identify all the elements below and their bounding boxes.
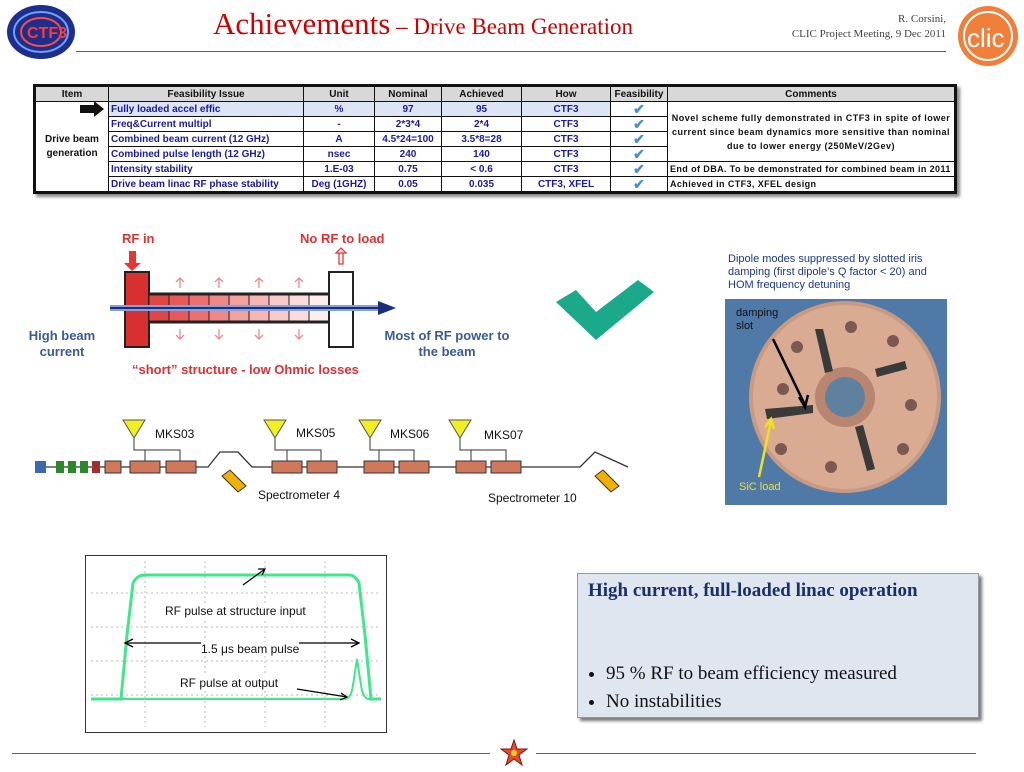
clic-logo bbox=[957, 5, 1019, 67]
checkmark-icon: ✔ bbox=[611, 162, 668, 177]
table-row bbox=[35, 102, 956, 117]
achieved-cell: 140 bbox=[442, 147, 522, 162]
checkmark-icon: ✔ bbox=[611, 117, 668, 132]
col-header-how: How bbox=[522, 86, 611, 102]
how-cell: CTF3 bbox=[522, 117, 611, 132]
comment-cell: Achieved in CTF3, XFEL design bbox=[668, 177, 956, 193]
rf-in-label: RF in bbox=[122, 231, 155, 246]
achieved-cell: 0.035 bbox=[442, 177, 522, 193]
clic-logo-text: clic bbox=[967, 23, 1005, 53]
unit-cell: % bbox=[304, 102, 375, 117]
sic-load-label: SiC load bbox=[739, 481, 781, 493]
footer-rule-right bbox=[536, 753, 976, 754]
photo-caption: Dipole modes suppressed by slotted iris damping (first dipole’s Q factor < 20) and HOM frequency detuning bbox=[728, 253, 927, 291]
col-header-achieved: Achieved bbox=[442, 86, 522, 102]
klystron-label: MKS05 bbox=[296, 426, 336, 440]
rf-pulse-output-label: RF pulse at output bbox=[180, 676, 279, 690]
how-cell: CTF3, XFEL bbox=[522, 177, 611, 193]
summary-box bbox=[577, 573, 979, 718]
nominal-cell: 97 bbox=[375, 102, 442, 117]
klystron-label: MKS06 bbox=[390, 427, 430, 441]
issue-cell: Freq&Current multipl bbox=[109, 117, 304, 132]
klystron-label: MKS03 bbox=[155, 427, 195, 441]
nominal-cell: 0.05 bbox=[375, 177, 442, 193]
comment-cell: End of DBA. To be demonstrated for combined beam in 2011 bbox=[668, 162, 956, 177]
how-cell: CTF3 bbox=[522, 102, 611, 117]
achieved-cell: 3.5*8=28 bbox=[442, 132, 522, 147]
damping-slot-label: damping slot bbox=[736, 307, 779, 332]
ctf3-logo bbox=[5, 3, 77, 61]
checkmark-icon: ✔ bbox=[611, 147, 668, 162]
nominal-cell: 240 bbox=[375, 147, 442, 162]
issue-cell: Intensity stability bbox=[109, 162, 304, 177]
checkmark-icon: ✔ bbox=[611, 177, 668, 193]
short-structure-label: “short” structure - low Ohmic losses bbox=[132, 362, 359, 377]
nominal-cell: 4.5*24=100 bbox=[375, 132, 442, 147]
beam-pulse-label: 1.5 μs beam pulse bbox=[201, 642, 300, 656]
col-header-feasibility: Feasibility bbox=[611, 86, 668, 102]
nominal-cell: 0.75 bbox=[375, 162, 442, 177]
summary-list bbox=[588, 660, 897, 716]
summary-title: High current, full-loaded linac operation bbox=[588, 580, 918, 601]
table-row bbox=[35, 177, 956, 193]
author-name: R. Corsini, bbox=[898, 13, 946, 25]
achieved-cell: < 0.6 bbox=[442, 162, 522, 177]
unit-cell: nsec bbox=[304, 147, 375, 162]
unit-cell: 1.E-03 bbox=[304, 162, 375, 177]
how-cell: CTF3 bbox=[522, 162, 611, 177]
issue-cell: Combined beam current (12 GHz) bbox=[109, 132, 304, 147]
meeting-name: CLIC Project Meeting, 9 Dec 2011 bbox=[791, 28, 946, 40]
achieved-cell: 2*4 bbox=[442, 117, 522, 132]
page-title: Achievements – Drive Beam Generation bbox=[213, 6, 634, 41]
issue-cell: Fully loaded accel effic bbox=[109, 102, 304, 117]
col-header-nominal: Nominal bbox=[375, 86, 442, 102]
footer-rule-left bbox=[12, 753, 490, 754]
summary-bullet: • No instabilities bbox=[606, 688, 897, 716]
footer-star-icon bbox=[500, 739, 528, 772]
author-info bbox=[792, 12, 946, 42]
no-rf-label: No RF to load bbox=[300, 231, 385, 246]
col-header-issue: Feasibility Issue bbox=[109, 86, 304, 102]
spectrometer-10-label: Spectrometer 10 bbox=[488, 491, 577, 505]
spectrometer-4-label: Spectrometer 4 bbox=[258, 488, 341, 502]
row-pointer-arrow-icon bbox=[80, 101, 104, 122]
unit-cell: Deg (1GHZ) bbox=[304, 177, 375, 193]
table-header-row bbox=[35, 86, 956, 102]
col-header-unit: Unit bbox=[304, 86, 375, 102]
checkmark-icon: ✔ bbox=[611, 102, 668, 117]
most-rf-power-label: Most of RF power to the beam bbox=[384, 328, 510, 359]
accelerating-structure-diagram bbox=[110, 246, 410, 358]
ctf3-logo-text: CTF3 bbox=[27, 25, 67, 42]
comment-cell: Novel scheme fully demonstrated in CTF3 in spite of lower current since beam dynamics more sensitive than nominal due to lower energy (250MeV/2Gev) bbox=[668, 102, 956, 162]
col-header-comments: Comments bbox=[668, 86, 956, 102]
unit-cell: - bbox=[304, 117, 375, 132]
klystron-label: MKS07 bbox=[484, 428, 524, 442]
checkmark-icon: ✔ bbox=[611, 132, 668, 147]
rf-pulse-input-label: RF pulse at structure input bbox=[165, 604, 306, 618]
item-cell: Drive beam generation bbox=[35, 102, 109, 193]
how-cell: CTF3 bbox=[522, 132, 611, 147]
how-cell: CTF3 bbox=[522, 147, 611, 162]
nominal-cell: 2*3*4 bbox=[375, 117, 442, 132]
issue-cell: Combined pulse length (12 GHz) bbox=[109, 147, 304, 162]
feasibility-table bbox=[33, 84, 957, 194]
high-beam-current-label: High beam current bbox=[28, 328, 96, 359]
issue-cell: Drive beam linac RF phase stability bbox=[109, 177, 304, 193]
table-row bbox=[35, 162, 956, 177]
summary-bullet: • 95 % RF to beam efficiency measured bbox=[606, 660, 897, 688]
achieved-cell: 95 bbox=[442, 102, 522, 117]
big-checkmark-icon bbox=[556, 280, 656, 347]
col-header-item: Item bbox=[35, 86, 109, 102]
unit-cell: A bbox=[304, 132, 375, 147]
header-rule bbox=[76, 51, 946, 52]
